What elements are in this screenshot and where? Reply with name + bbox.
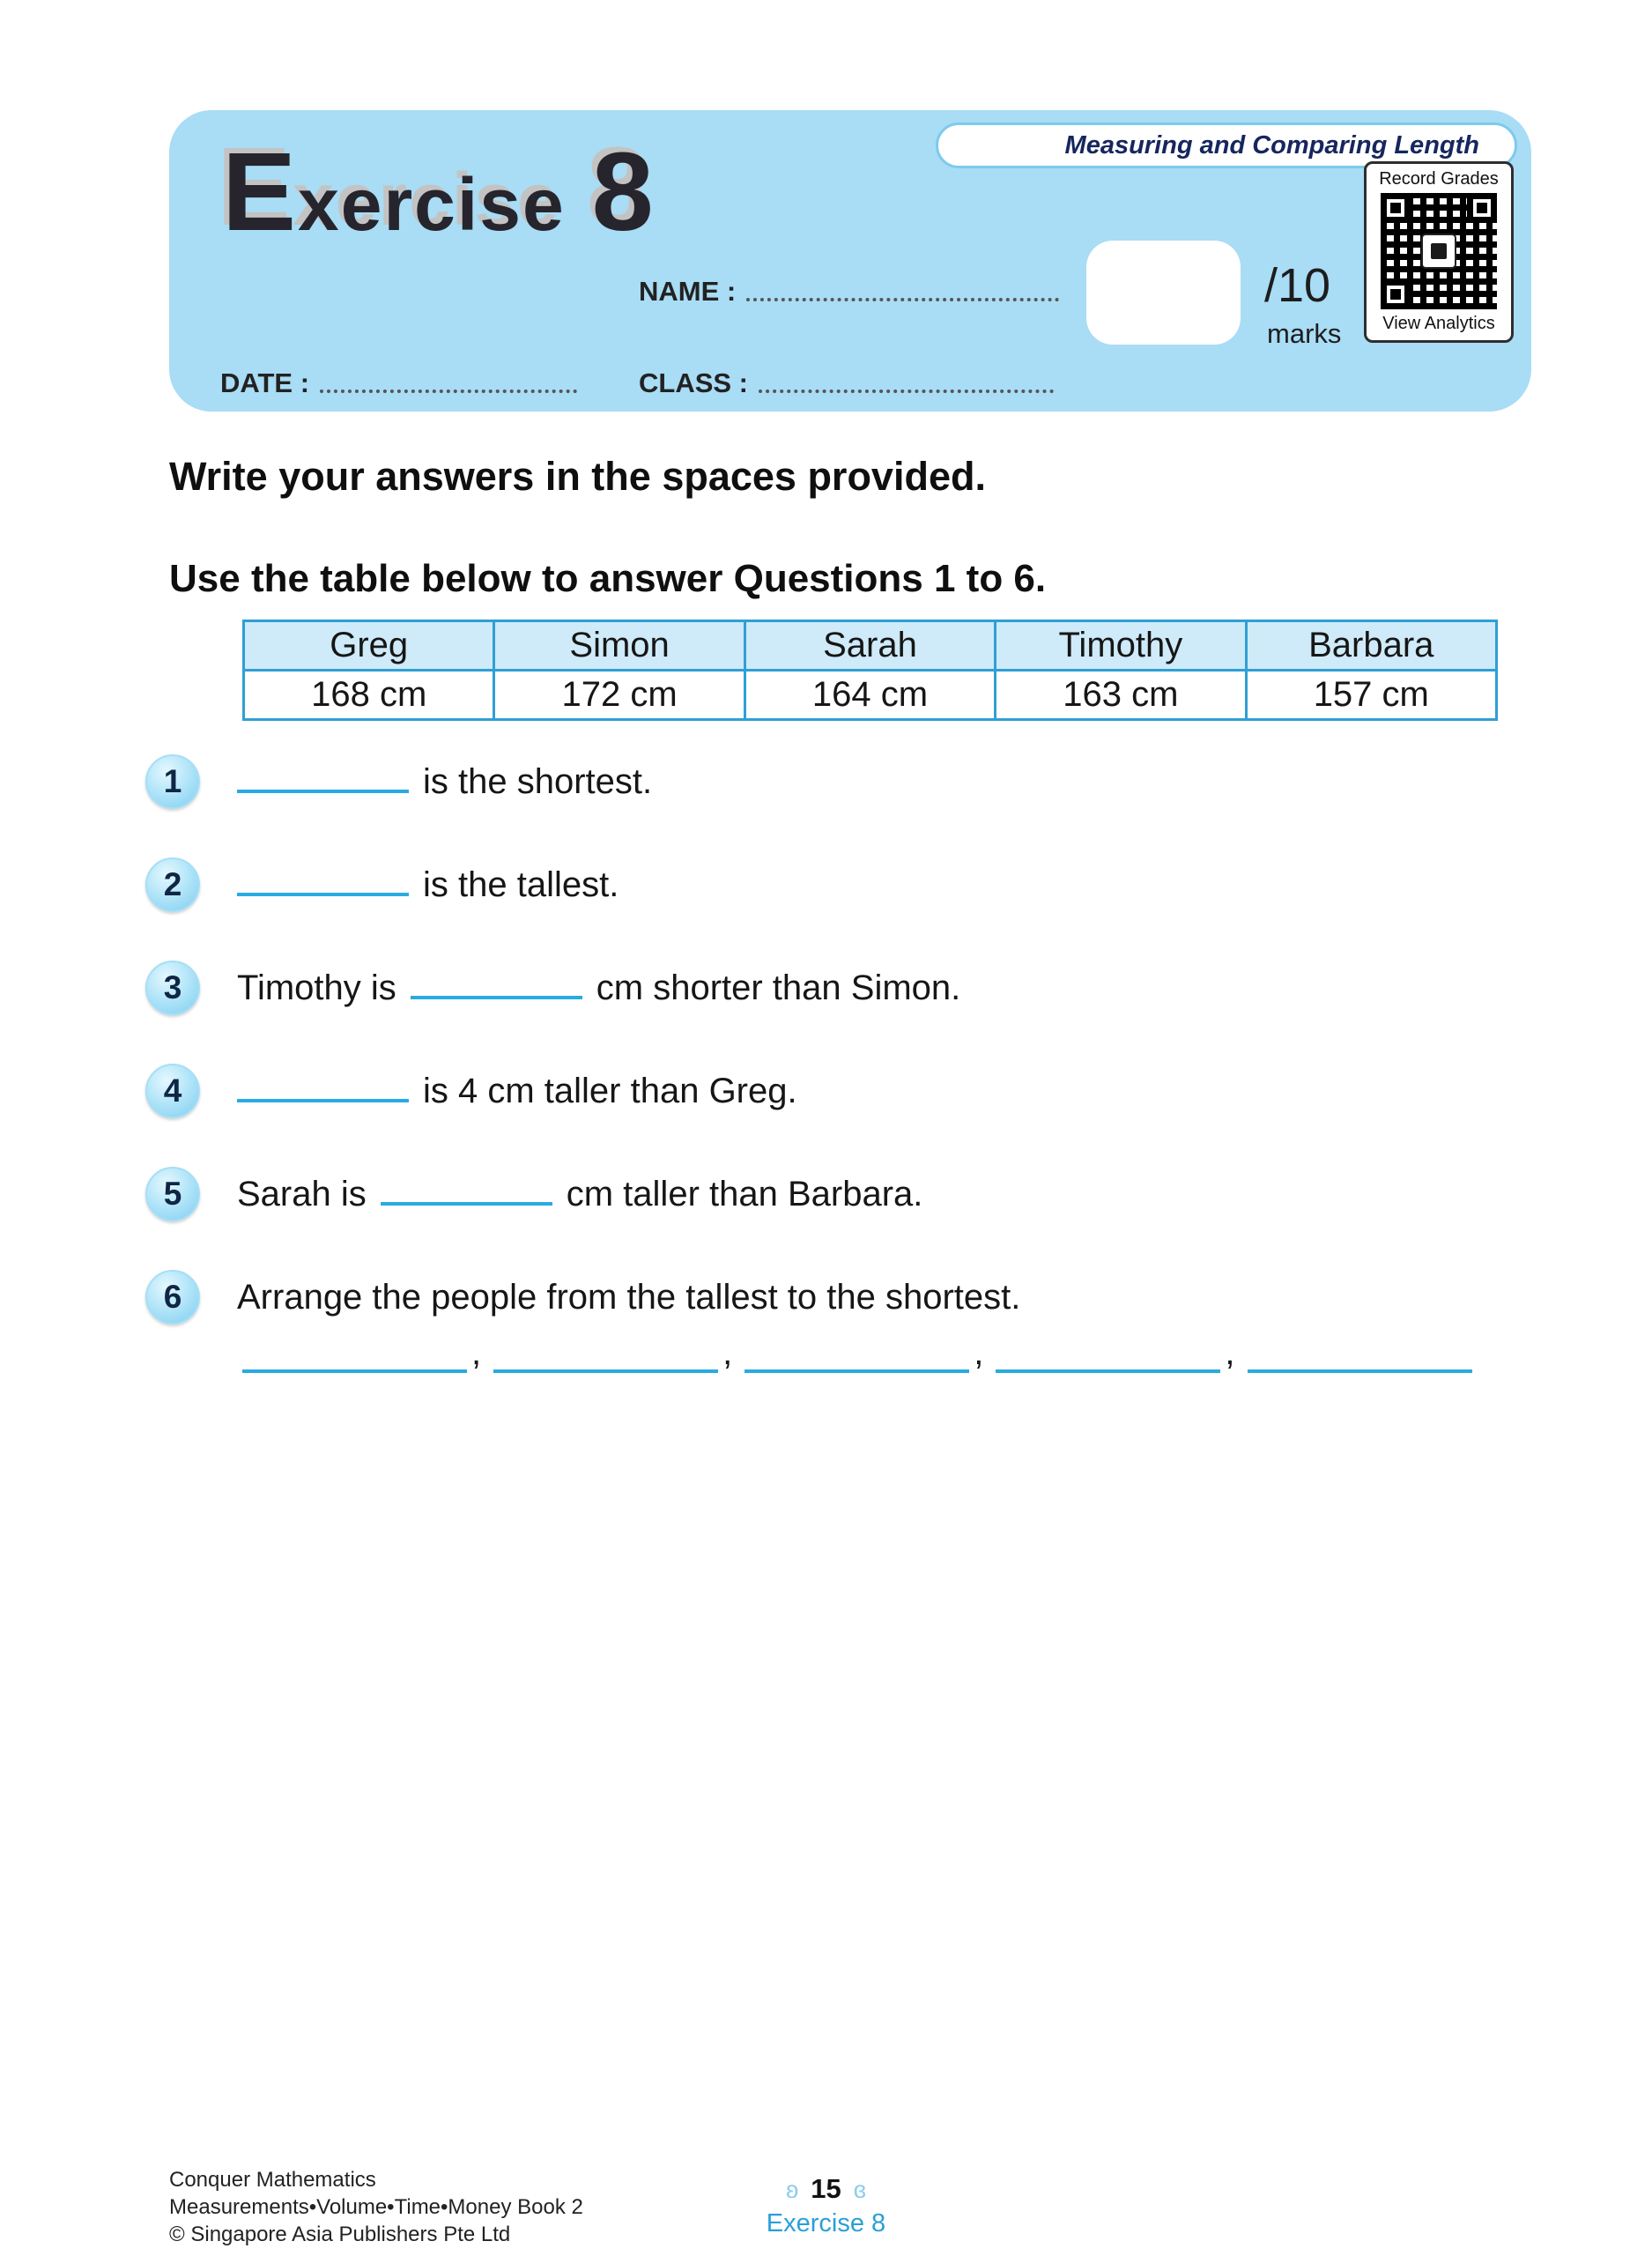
height-table [242, 620, 1498, 721]
question-2-text: is the tallest. [423, 865, 619, 904]
question-6 [145, 1269, 1020, 1325]
question-6-number-badge: 6 [145, 1270, 200, 1325]
question-5-number-badge: 5 [145, 1167, 200, 1221]
table-header-cell: Sarah [745, 621, 995, 671]
question-1-answer-blank[interactable] [237, 767, 409, 793]
comma-separator: , [471, 1333, 482, 1372]
table-value-row [244, 671, 1497, 720]
comma-separator: , [1225, 1333, 1235, 1372]
qr-panel[interactable] [1364, 161, 1514, 343]
page-number: 15 [811, 2173, 841, 2204]
comma-separator: , [722, 1333, 733, 1372]
fleuron-left-icon: ʚ [786, 2176, 799, 2203]
marks-label: marks [1267, 318, 1342, 349]
qr-bottom-label: View Analytics [1382, 314, 1495, 333]
exercise-word: Exercise [222, 130, 566, 254]
page-number-row [0, 2173, 1652, 2205]
table-value-cell: 157 cm [1246, 671, 1496, 720]
table-header-cell: Greg [244, 621, 494, 671]
date-field [220, 367, 577, 399]
question-1 [145, 753, 1020, 810]
question-2 [145, 857, 1020, 913]
table-header-cell: Barbara [1246, 621, 1496, 671]
fleuron-right-icon: ɞ [853, 2176, 866, 2203]
question-5-answer-blank[interactable] [381, 1179, 552, 1206]
name-label: NAME : [639, 276, 737, 307]
imprint-book: Measurements•Volume•Time•Money Book 2 [169, 2195, 583, 2219]
question-3-number-badge: 3 [145, 961, 200, 1015]
question-3-text-pre: Timothy is [237, 968, 396, 1007]
questions-list [145, 753, 1020, 1372]
chapter-title: Measuring and Comparing Length [1064, 130, 1479, 160]
table-value-cell: 172 cm [494, 671, 745, 720]
question-6-answer-row [242, 1333, 1472, 1373]
footer-exercise-label: Exercise 8 [766, 2209, 886, 2237]
date-label: DATE : [220, 367, 310, 398]
date-input-line[interactable] [320, 390, 577, 393]
exercise-title [222, 128, 656, 256]
instruction-heading: Write your answers in the spaces provided. [169, 454, 986, 499]
class-field [639, 367, 1054, 399]
question-1-number-badge: 1 [145, 754, 200, 809]
question-2-number-badge: 2 [145, 857, 200, 912]
table-header-cell: Simon [494, 621, 745, 671]
score-write-box[interactable] [1086, 241, 1241, 345]
table-header-row [244, 621, 1497, 671]
question-5 [145, 1166, 1020, 1222]
question-4-number-badge: 4 [145, 1064, 200, 1118]
score-denominator: /10 [1264, 259, 1331, 312]
exercise-header [169, 110, 1531, 412]
table-header-cell: Timothy [996, 621, 1246, 671]
question-3-text-post: cm shorter than Simon. [596, 968, 961, 1007]
question-6-text: Arrange the people from the tallest to the shortest. [237, 1277, 1021, 1317]
question-4-text: is 4 cm taller than Greg. [423, 1071, 797, 1110]
question-6-blank-5[interactable] [1248, 1336, 1472, 1373]
table-instruction: Use the table below to answer Questions 1 to 6. [169, 557, 1047, 600]
class-label: CLASS : [639, 367, 748, 398]
qr-center-logo-icon [1421, 234, 1456, 269]
name-input-line[interactable] [746, 298, 1059, 301]
imprint-publisher: © Singapore Asia Publishers Pte Ltd [169, 2223, 511, 2246]
name-field [639, 276, 1059, 308]
question-6-blank-3[interactable] [745, 1336, 969, 1373]
question-6-blank-4[interactable] [996, 1336, 1220, 1373]
question-3 [145, 960, 1020, 1016]
question-6-blank-1[interactable] [242, 1336, 467, 1373]
qr-finder-icon [1467, 193, 1497, 223]
table-value-cell: 168 cm [244, 671, 494, 720]
question-4-answer-blank[interactable] [237, 1076, 409, 1102]
question-2-answer-blank[interactable] [237, 870, 409, 896]
table-value-cell: 163 cm [996, 671, 1246, 720]
question-1-text: is the shortest. [423, 761, 653, 801]
imprint-series: Conquer Mathematics [169, 2168, 376, 2192]
exercise-number: 8 [591, 130, 656, 254]
question-4 [145, 1063, 1020, 1119]
qr-finder-icon [1381, 193, 1411, 223]
table-value-cell: 164 cm [745, 671, 995, 720]
qr-finder-icon [1381, 279, 1411, 309]
question-5-text-pre: Sarah is [237, 1174, 367, 1213]
qr-top-label: Record Grades [1379, 169, 1499, 189]
question-5-text-post: cm taller than Barbara. [566, 1174, 923, 1213]
class-input-line[interactable] [759, 390, 1054, 393]
page-footer [0, 2173, 1652, 2238]
comma-separator: , [974, 1333, 984, 1372]
question-6-blank-2[interactable] [493, 1336, 718, 1373]
question-3-answer-blank[interactable] [411, 973, 582, 999]
qr-code [1381, 193, 1497, 309]
